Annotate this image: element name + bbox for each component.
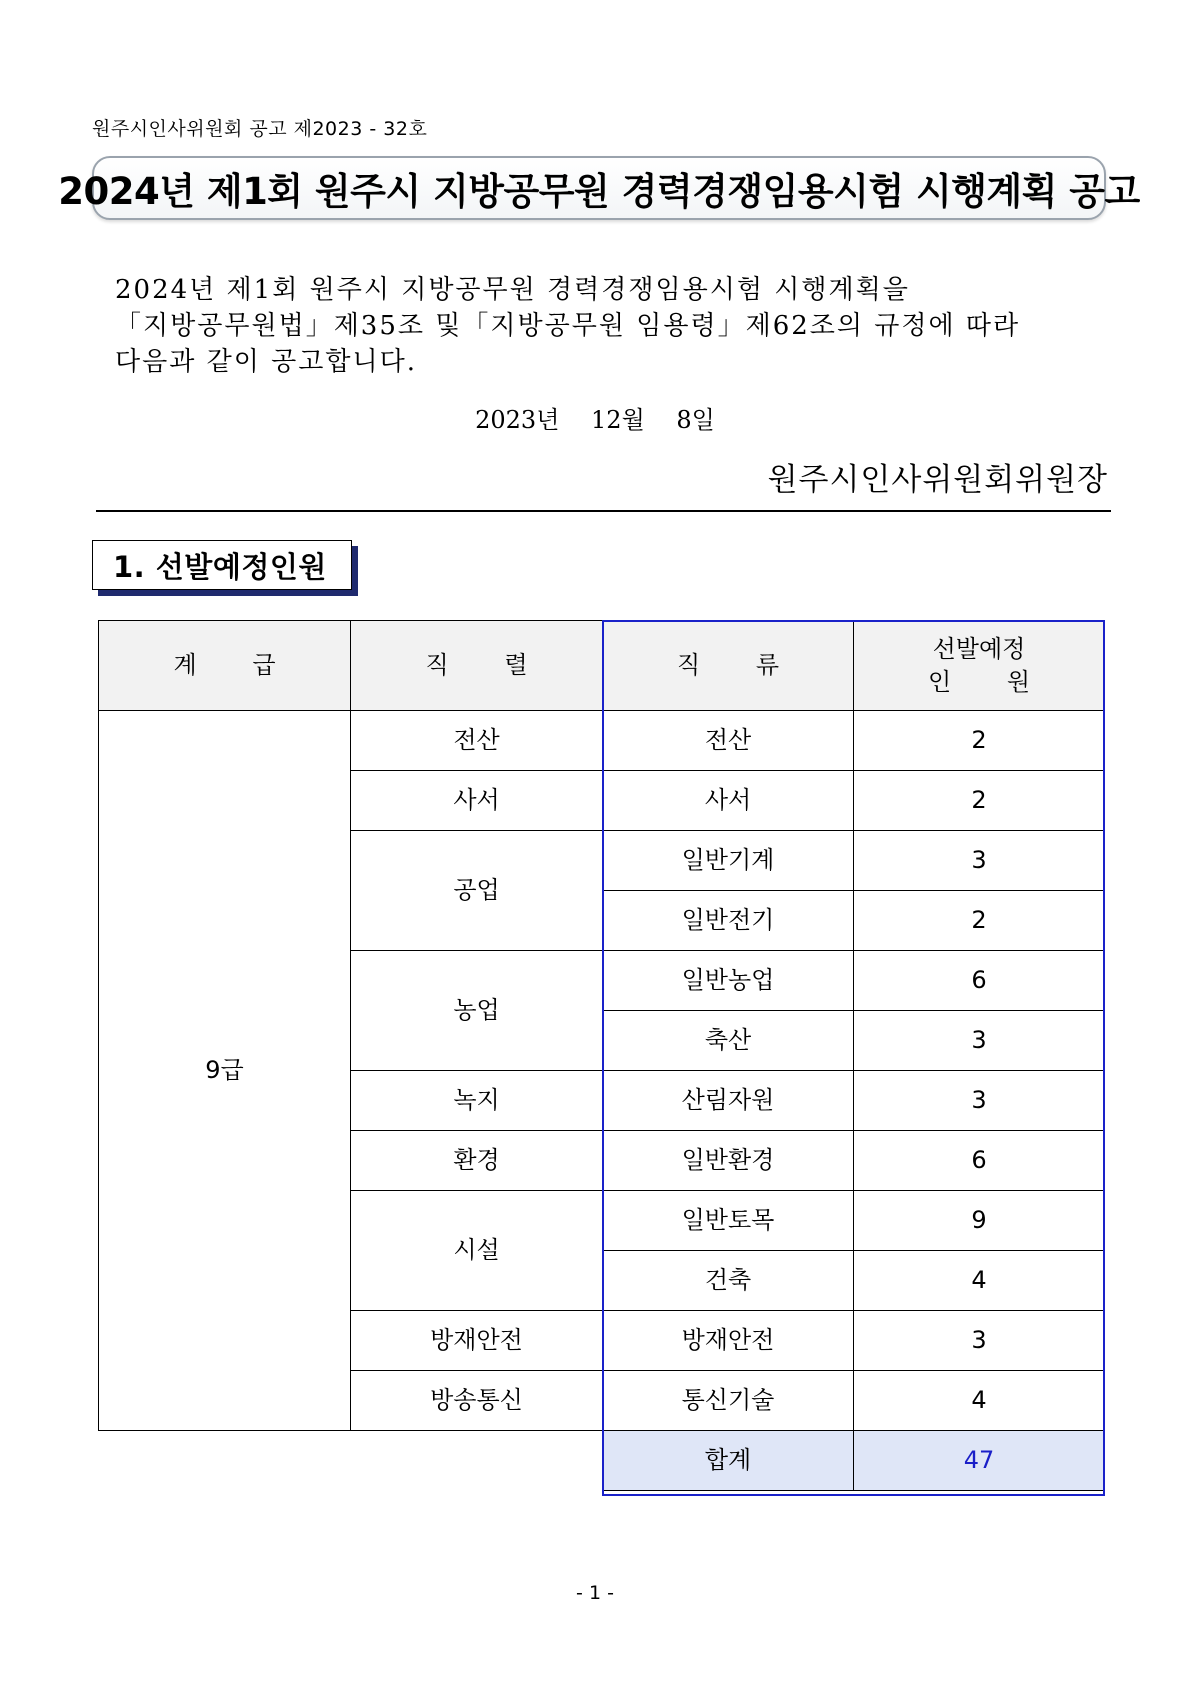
header-series: 직 렬 (351, 621, 603, 711)
count-cell: 4 (854, 1371, 1105, 1431)
total-value: 47 (854, 1431, 1105, 1491)
subseries-cell: 전산 (603, 711, 854, 771)
subseries-cell: 일반농업 (603, 951, 854, 1011)
header-grade: 계 급 (99, 621, 351, 711)
series-cell: 농업 (351, 951, 603, 1071)
series-cell: 전산 (351, 711, 603, 771)
subseries-cell: 방재안전 (603, 1311, 854, 1371)
subseries-cell: 일반기계 (603, 831, 854, 891)
subseries-cell: 일반전기 (603, 891, 854, 951)
subseries-cell: 축산 (603, 1011, 854, 1071)
blank-cell (99, 1431, 351, 1491)
count-cell: 4 (854, 1251, 1105, 1311)
subseries-cell: 일반토목 (603, 1191, 854, 1251)
date-year: 2023년 (475, 406, 560, 434)
series-cell: 방송통신 (351, 1371, 603, 1431)
subseries-cell: 건축 (603, 1251, 854, 1311)
body-line: 2024년 제1회 원주시 지방공무원 경력경쟁임용시험 시행계획을 (115, 275, 910, 305)
count-cell: 3 (854, 1071, 1105, 1131)
recruitment-table (98, 620, 1105, 1491)
count-cell: 2 (854, 771, 1105, 831)
count-cell: 3 (854, 1311, 1105, 1371)
subseries-cell: 일반환경 (603, 1131, 854, 1191)
page-number: - 1 - (576, 1582, 614, 1604)
count-cell: 2 (854, 891, 1105, 951)
total-row (99, 1431, 1105, 1491)
date-day: 8일 (676, 406, 715, 434)
title-box (58, 156, 1140, 220)
table-header-row (99, 621, 1105, 711)
section-title: 1. 선발예정인원 (113, 549, 327, 584)
count-cell: 9 (854, 1191, 1105, 1251)
total-label: 합계 (603, 1431, 854, 1491)
subseries-cell: 통신기술 (603, 1371, 854, 1431)
subseries-cell: 산림자원 (603, 1071, 854, 1131)
series-cell: 환경 (351, 1131, 603, 1191)
series-cell: 사서 (351, 771, 603, 831)
divider (96, 510, 1111, 512)
section-heading (92, 540, 352, 590)
date-month: 12월 (591, 406, 645, 434)
count-cell: 3 (854, 1011, 1105, 1071)
body-line: 「지방공무원법」제35조 및「지방공무원 임용령」제62조의 규정에 따라 (115, 311, 1021, 341)
notice-number: 원주시인사위원회 공고 제2023 - 32호 (92, 118, 428, 140)
grade-cell: 9급 (99, 711, 351, 1431)
header-subseries: 직 류 (603, 621, 854, 711)
body-line: 다음과 같이 공고합니다. (115, 347, 417, 377)
series-cell: 방재안전 (351, 1311, 603, 1371)
series-cell: 녹지 (351, 1071, 603, 1131)
notice-date (0, 400, 1190, 435)
count-cell: 6 (854, 1131, 1105, 1191)
count-cell: 2 (854, 711, 1105, 771)
notice-body (115, 272, 1115, 380)
subseries-cell: 사서 (603, 771, 854, 831)
page-title: 2024년 제1회 원주시 지방공무원 경력경쟁임용시험 시행계획 공고 (58, 170, 1140, 213)
signer: 원주시인사위원회위원장 (767, 462, 1108, 498)
series-cell: 공업 (351, 831, 603, 951)
series-cell: 시설 (351, 1191, 603, 1311)
table-row (99, 711, 1105, 771)
count-cell: 3 (854, 831, 1105, 891)
blank-cell (351, 1431, 603, 1491)
count-cell: 6 (854, 951, 1105, 1011)
header-count: 선발예정 인 원 (854, 621, 1105, 711)
